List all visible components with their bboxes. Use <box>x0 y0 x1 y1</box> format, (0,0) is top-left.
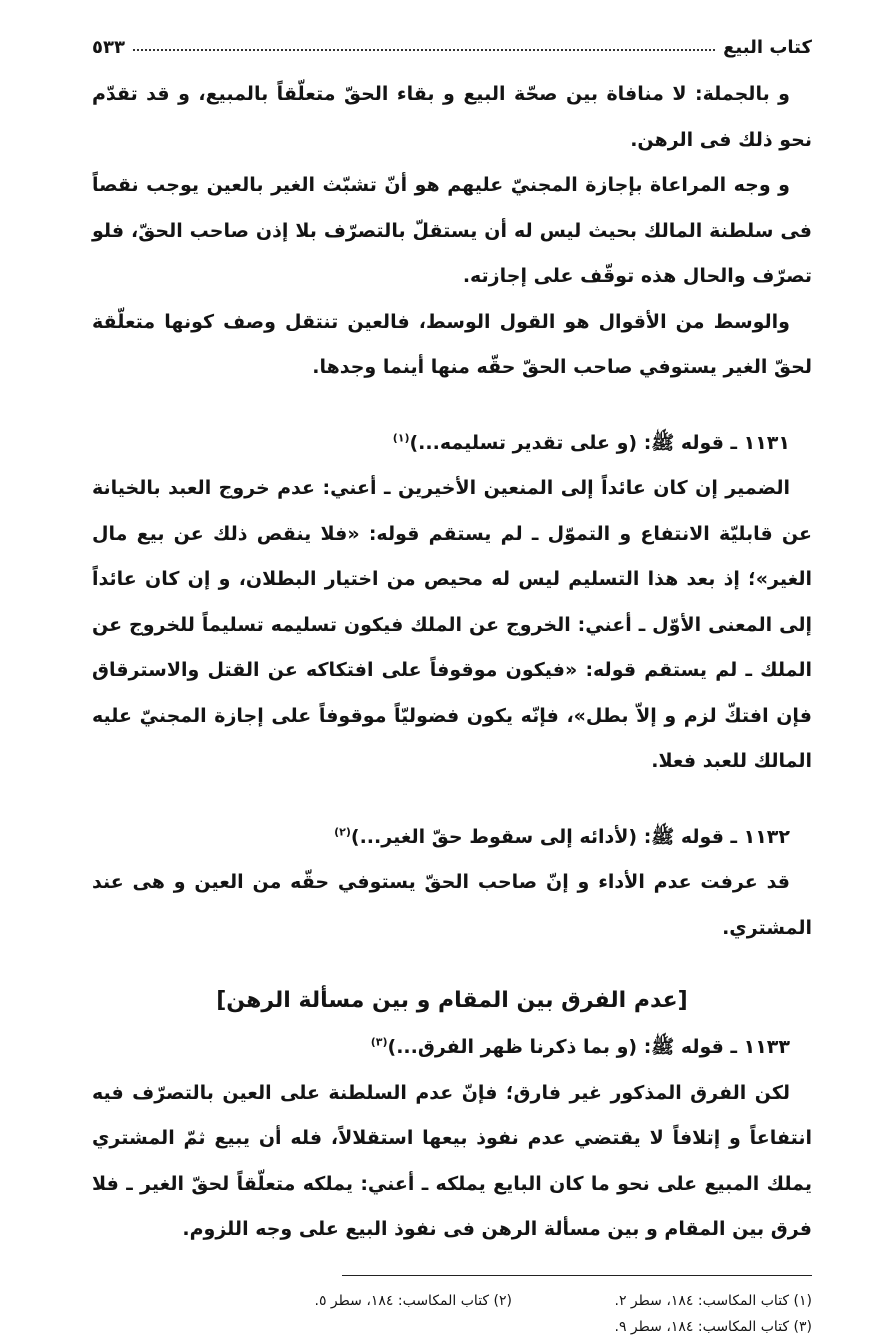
footnote-row <box>92 1314 812 1340</box>
paragraph-3: والوسط من الأقوال هو القول الوسط، فالعين تنتقل وصف كونها متعلّقة لحقّ الغير يستوفي صاحب الحقّ حقّه منها أينما وجدها. <box>92 310 812 378</box>
body-text <box>92 72 812 1253</box>
spacer <box>92 391 812 421</box>
footnote-ref-2: (٢) <box>334 825 351 839</box>
commentary-heading-1133 <box>92 1025 812 1071</box>
footnote-rule <box>342 1275 812 1276</box>
header-dot-leader <box>133 49 715 51</box>
section-title: [عدم الفرق بين المقام و بين مسألة الرهن] <box>216 988 688 1013</box>
heading-text: ١١٣١ ـ قوله ﷺ: (و على تقدير تسليمه...) <box>409 431 790 454</box>
footnote-3: (٣) كتاب المكاسب: ١٨٤، سطر ٩. <box>614 1318 812 1335</box>
footnotes <box>92 1288 812 1340</box>
footnote-row <box>92 1288 812 1314</box>
commentary-heading-1132 <box>92 815 812 861</box>
heading-text: ١١٣٢ ـ قوله ﷺ: (لأدائه إلى سقوط حقّ الغير...) <box>350 825 790 848</box>
paragraph-2: و وجه المراعاة بإجازة المجنيّ عليهم هو أنّ تشبّث الغير بالعين يوجب نقصاً فى سلطنة المالك بحيث ليس له أن يستقلّ بالتصرّف بلا إذن صاحب الحقّ، فلو تصرّف والحال هذه توقّف على إجازته. <box>92 174 812 287</box>
paragraph-4: الضمير إن كان عائداً إلى المنعين الأخيرين ـ أعني: عدم خروج العبد بالخيانة عن قابليّة الانتفاع و التموّل ـ لم يستقم قوله: «فلا ينقص ذلك عن بيع مال الغير»؛ إذ بعد هذا التسليم ليس له محيص من اختيار البطلان، و إن كان عائداً إلى المعنى الأوّل ـ أعني: الخروج عن الملك فيكون تسليمه تسليماً للخروج عن الملك ـ لم يستقم قوله: «فيكون موقوفاً على افتكاكه عن القتل والاسترقاق فإن افتكّ لزم و إلاّ بطل»، فإنّه يكون فضوليّاً موقوفاً على إجازة المجنيّ عليه المالك للعبد فعلا. <box>92 477 812 772</box>
paragraph-5: قد عرفت عدم الأداء و إنّ صاحب الحقّ يستوفي حقّه من العين و هى عند المشتري. <box>92 871 812 939</box>
paragraph-1: و بالجملة: لا منافاة بين صحّة البيع و بقاء الحقّ متعلّقاً بالمبيع، و قد تقدّم نحو ذلك فى الرهن. <box>92 83 812 151</box>
footnote-ref-3: (٣) <box>370 1035 388 1049</box>
footnote-2: (٢) كتاب المكاسب: ١٨٤، سطر ٥. <box>314 1292 512 1309</box>
book-page <box>92 28 812 1335</box>
paragraph-6: لكن الفرق المذكور غير فارق؛ فإنّ عدم السلطنة على العين بالتصرّف فيه انتفاعاً و إتلافاً لا يقتضي عدم نفوذ بيعها استقلالاً، فله أن يبيع ثمّ المشتري يملك المبيع على نحو ما كان البايع يملكه ـ أعني: يملكه متعلّقاً لحقّ الغير ـ فلا فرق بين المقام و بين مسألة الرهن فى نفوذ البيع على وجه اللزوم. <box>92 1081 812 1240</box>
footnote-ref-1: (١) <box>392 431 410 445</box>
book-title: كتاب البيع <box>723 37 812 58</box>
heading-text: ١١٣٣ ـ قوله ﷺ: (و بما ذكرنا ظهر الفرق...) <box>387 1036 790 1058</box>
commentary-heading-1131 <box>92 421 812 467</box>
spacer <box>92 785 812 815</box>
running-header <box>92 28 812 58</box>
footnote-1: (١) كتاب المكاسب: ١٨٤، سطر ٢. <box>614 1292 812 1309</box>
page-number: ٥٣٣ <box>92 37 125 58</box>
